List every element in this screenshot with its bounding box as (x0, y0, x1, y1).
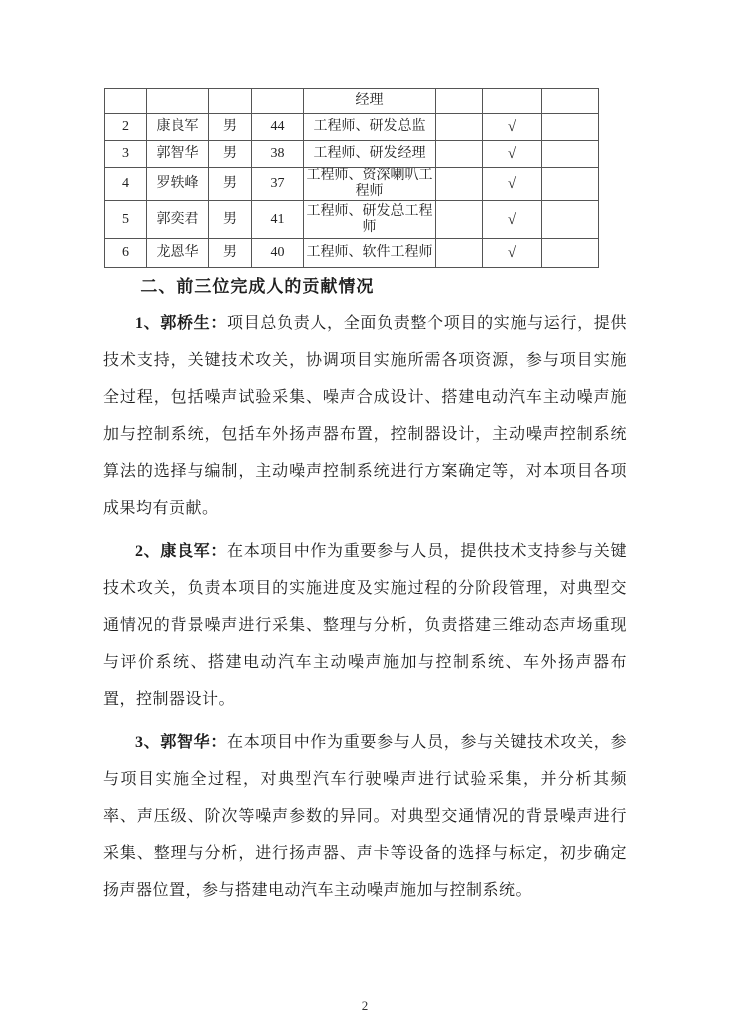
cell-blank (542, 141, 599, 168)
table-row (105, 168, 599, 201)
cell-blank (542, 89, 599, 114)
cell-checkmark: √ (483, 114, 542, 141)
cell-gender: 男 (209, 239, 252, 268)
cell-checkmark: √ (483, 168, 542, 201)
document-body (103, 266, 627, 915)
cell-blank (542, 201, 599, 239)
cell-blank (436, 201, 483, 239)
cell-blank (542, 239, 599, 268)
cell-gender (209, 89, 252, 114)
cell-name: 郭智华 (147, 141, 209, 168)
contribution-text: 项目总负责人，全面负责整个项目的实施与运行，提供技术支持，关键技术攻关，协调项目实施所需各项资源，参与项目实施全过程，包括噪声试验采集、噪声合成设计、搭建电动汽车主动噪声施加与控制系统，包括车外扬声器布置，控制器设计，主动噪声控制系统算法的选择与编制，主动噪声控制系统进行方案确定等，对本项目各项成果均有贡献。 (103, 315, 627, 517)
contribution-text: 在本项目中作为重要参与人员，提供技术支持参与关键技术攻关，负责本项目的实施进度及实施过程的分阶段管理，对典型交通情况的背景噪声进行采集、整理与分析，负责搭建三维动态声场重现与评价系统、搭建电动汽车主动噪声施加与控制系统、车外扬声器布置，控制器设计。 (103, 543, 627, 708)
cell-age: 41 (252, 201, 304, 239)
cell-title: 工程师、资深喇叭工程师 (304, 168, 436, 201)
cell-title: 工程师、研发总监 (304, 114, 436, 141)
cell-blank (542, 168, 599, 201)
cell-checkmark (483, 89, 542, 114)
cell-gender: 男 (209, 168, 252, 201)
contribution-text: 在本项目中作为重要参与人员，参与关键技术攻关，参与项目实施全过程，对典型汽车行驶噪声进行试验采集，并分析其频率、声压级、阶次等噪声参数的异同。对典型交通情况的背景噪声进行采集、整理与分析，进行扬声器、声卡等设备的选择与标定，初步确定扬声器位置，参与搭建电动汽车主动噪声施加与控制系统。 (103, 734, 627, 899)
cell-blank (436, 168, 483, 201)
table-row-carryover (105, 89, 599, 114)
cell-age: 38 (252, 141, 304, 168)
cell-no: 2 (105, 114, 147, 141)
table-row (105, 114, 599, 141)
cell-title: 工程师、软件工程师 (304, 239, 436, 268)
cell-age (252, 89, 304, 114)
cell-checkmark: √ (483, 201, 542, 239)
cell-no (105, 89, 147, 114)
cell-name: 康良军 (147, 114, 209, 141)
cell-no: 6 (105, 239, 147, 268)
cell-age: 37 (252, 168, 304, 201)
contributor-name-label: 2、康良军： (135, 543, 228, 560)
cell-name: 罗轶峰 (147, 168, 209, 201)
cell-title: 工程师、研发总工程师 (304, 201, 436, 239)
page-number: 2 (361, 998, 369, 1013)
cell-blank (436, 141, 483, 168)
cell-blank (436, 89, 483, 114)
contribution-paragraph-3 (103, 724, 627, 909)
cell-name (147, 89, 209, 114)
cell-gender: 男 (209, 201, 252, 239)
cell-title: 工程师、研发经理 (304, 141, 436, 168)
contributor-name-label: 1、郭桥生： (135, 315, 228, 332)
cell-name: 龙恩华 (147, 239, 209, 268)
cell-gender: 男 (209, 114, 252, 141)
table-row (105, 141, 599, 168)
cell-name: 郭奕君 (147, 201, 209, 239)
contributor-name-label: 3、郭智华： (135, 734, 228, 751)
cell-blank (542, 114, 599, 141)
section-heading: 二、前三位完成人的贡献情况 (140, 277, 375, 296)
table-row (105, 239, 599, 268)
contribution-paragraph-1 (103, 305, 627, 527)
cell-title: 经理 (304, 89, 436, 114)
cell-blank (436, 114, 483, 141)
cell-blank (436, 239, 483, 268)
cell-no: 4 (105, 168, 147, 201)
cell-checkmark: √ (483, 141, 542, 168)
cell-no: 5 (105, 201, 147, 239)
table-row (105, 201, 599, 239)
cell-gender: 男 (209, 141, 252, 168)
cell-age: 40 (252, 239, 304, 268)
contribution-paragraph-2 (103, 533, 627, 718)
cell-no: 3 (105, 141, 147, 168)
cell-age: 44 (252, 114, 304, 141)
cell-checkmark: √ (483, 239, 542, 268)
contributors-table (104, 88, 599, 268)
